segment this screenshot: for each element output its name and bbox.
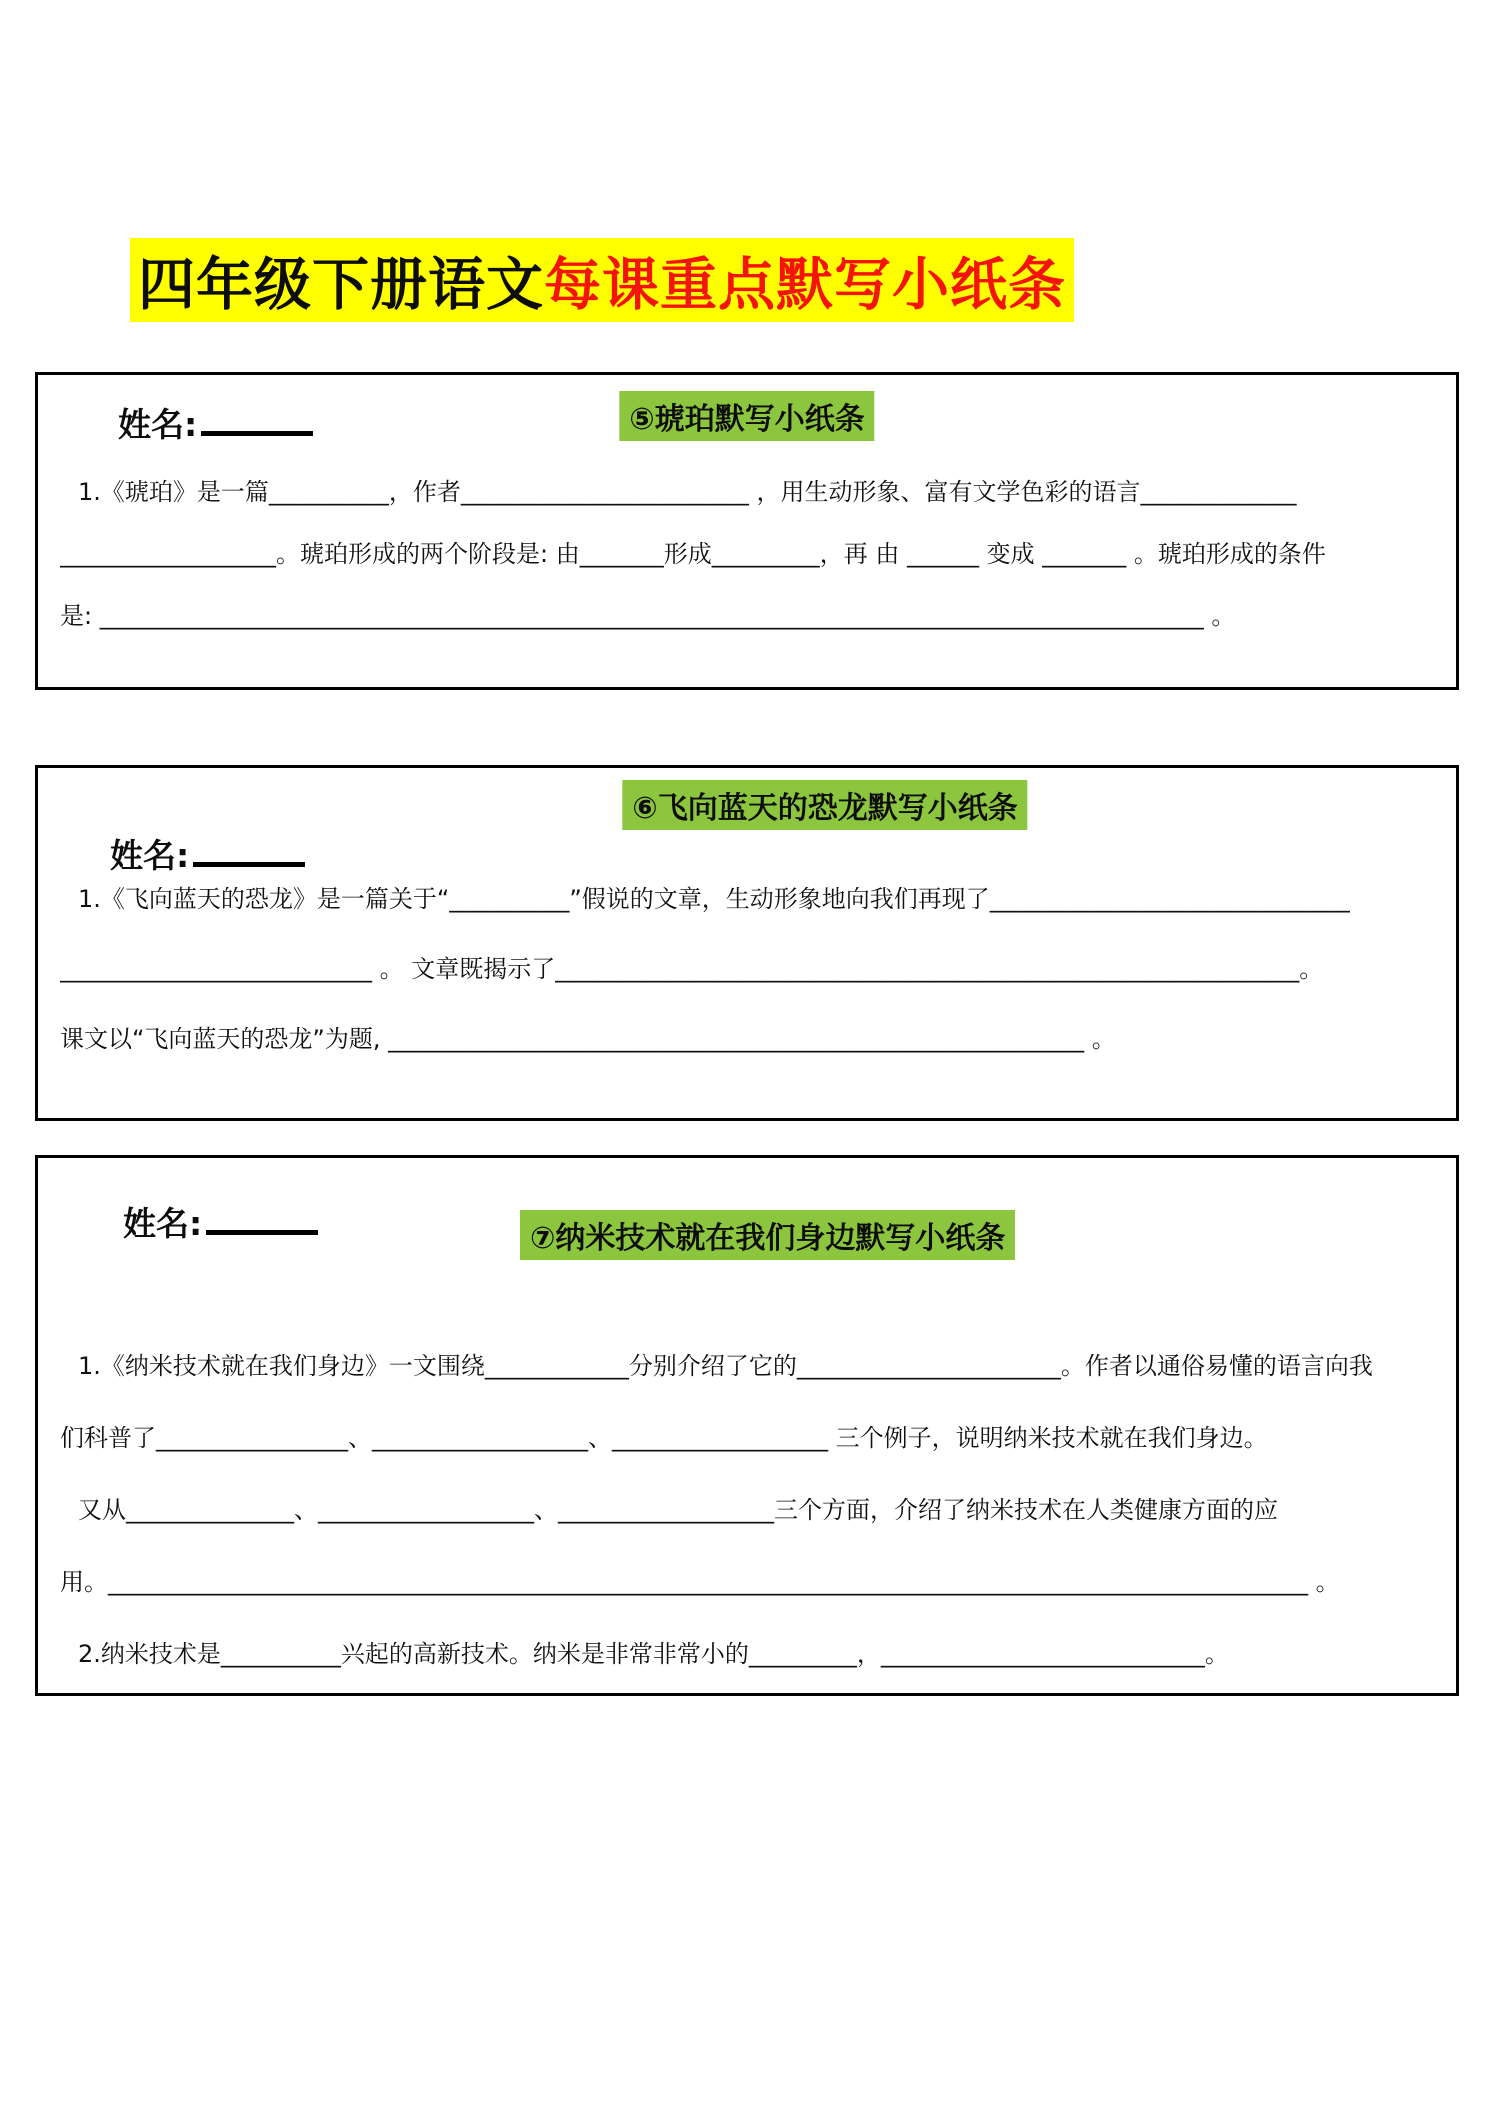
fill-blank-line: 课文以“飞向蓝天的恐龙”为题, __________________________________________________________ 。 (60, 1025, 1116, 1053)
name-blank-line (206, 1227, 318, 1235)
section-body (60, 864, 1438, 1074)
section-amber (35, 372, 1459, 690)
title-black-text: 四年级下册语文 (138, 252, 544, 318)
section-heading: ⑤琥珀默写小纸条 (619, 391, 874, 441)
title-red-text: 每课重点默写小纸条 (544, 252, 1066, 318)
fill-blank-line: __________________________ 。 文章既揭示了______________________________________________________________。 (60, 955, 1324, 983)
fill-blank-line: 用。____________________________________________________________________________________________________ 。 (60, 1568, 1340, 1596)
fill-blank-line: 们科普了________________、__________________、__________________ 三个例子，说明纳米技术就在我们身边。 (60, 1424, 1268, 1452)
fill-blank-line: 1.《纳米技术就在我们身边》一文围绕____________分别介绍了它的______________________。作者以通俗易懂的语言向我 (78, 1352, 1373, 1380)
fill-blank-line: 1.《琥珀》是一篇__________，作者________________________ ，用生动形象、富有文学色彩的语言_____________ (78, 478, 1297, 506)
name-field (118, 399, 313, 446)
name-blank-line (201, 428, 313, 436)
name-field (123, 1198, 318, 1245)
section-heading: ⑥飞向蓝天的恐龙默写小纸条 (622, 780, 1027, 830)
section-body (60, 1330, 1438, 1690)
fill-blank-line: 又从______________、__________________、__________________三个方面，介绍了纳米技术在人类健康方面的应 (78, 1496, 1278, 1524)
fill-blank-line: 1.《飞向蓝天的恐龙》是一篇关于“__________”假说的文章，生动形象地向我们再现了______________________________ (78, 885, 1350, 913)
fill-blank-line: 是: ____________________________________________________________________________________________ 。 (60, 602, 1236, 630)
name-label: 姓名: (118, 405, 198, 444)
section-dinosaur (35, 765, 1459, 1121)
name-label: 姓名: (123, 1204, 203, 1243)
section-heading: ⑦纳米技术就在我们身边默写小纸条 (520, 1210, 1015, 1260)
fill-blank-line: 2.纳米技术是__________兴起的高新技术。纳米是非常非常小的_________，___________________________。 (78, 1640, 1229, 1668)
section-nano (35, 1155, 1459, 1696)
fill-blank-line: __________________。琥珀形成的两个阶段是: 由_______形成_________，再 由 ______ 变成 _______ 。琥珀形成的条件 (60, 540, 1326, 568)
name-label: 姓名: (110, 836, 190, 875)
page-title (130, 238, 1074, 322)
section-body (60, 461, 1438, 647)
